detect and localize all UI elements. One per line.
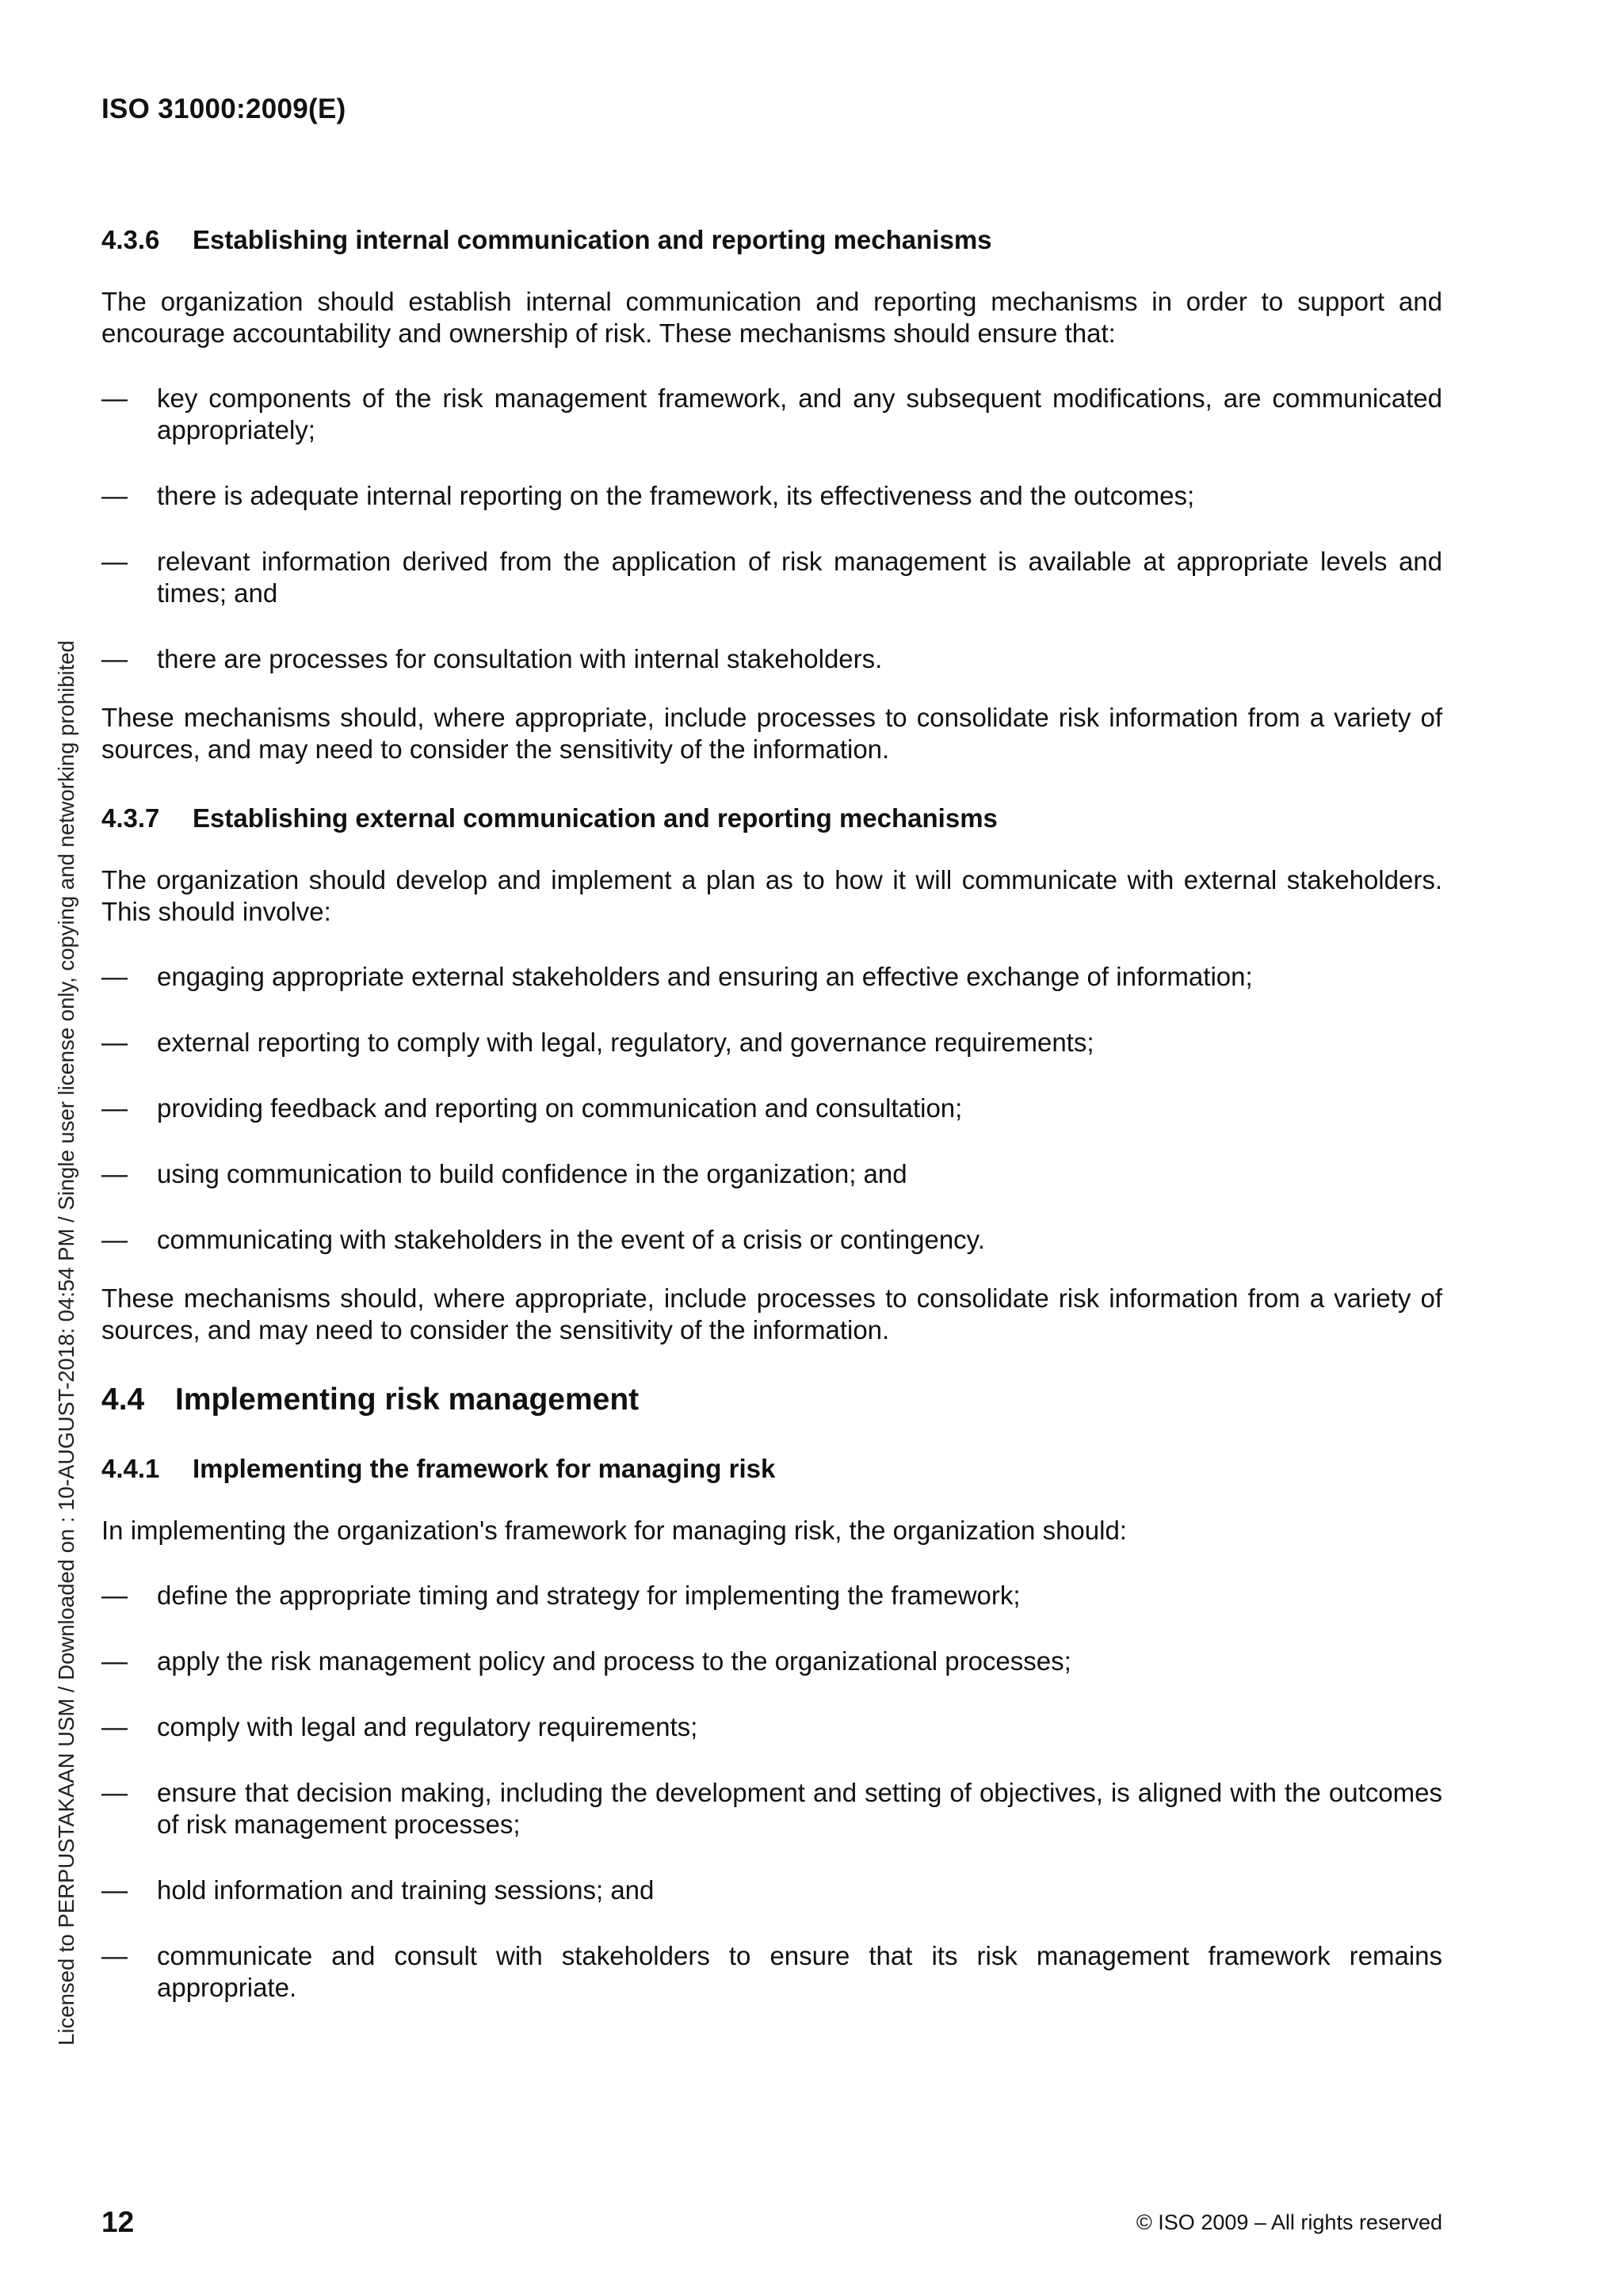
- heading-4-4-1: [101, 1452, 1442, 1486]
- document-body: [101, 223, 1442, 2038]
- copyright-notice: © ISO 2009 – All rights reserved: [1136, 2210, 1442, 2234]
- list-4-3-7: [101, 961, 1442, 1256]
- heading-number: 4.3.6: [101, 225, 160, 254]
- list-item: [101, 1711, 1442, 1743]
- heading-title: Establishing internal communication and reporting mechanisms: [193, 225, 992, 254]
- list-item-text: hold information and training sessions; and: [157, 1875, 655, 1905]
- heading-4-3-7: [101, 802, 1442, 835]
- list-item: [101, 961, 1442, 993]
- list-item: [101, 1027, 1442, 1058]
- dash-bullet: —: [101, 1159, 128, 1188]
- list-item-text: external reporting to comply with legal, regulatory, and governance requirements;: [157, 1028, 1094, 1057]
- list-item-text: comply with legal and regulatory requirements;: [157, 1712, 698, 1741]
- dash-bullet: —: [101, 1028, 128, 1057]
- list-item-text: there is adequate internal reporting on the framework, its effectiveness and the outcomes;: [157, 481, 1195, 510]
- page-header: ISO 31000:2009(E): [101, 93, 346, 124]
- list-4-3-6: [101, 383, 1442, 675]
- list-item: [101, 1580, 1442, 1611]
- list-item: [101, 480, 1442, 512]
- paragraph-4-3-7-closing: These mechanisms should, where appropriate, include processes to consolidate risk information from a variety of sources, and may need to consider the sensitivity of the information.: [101, 1283, 1442, 1344]
- heading-number: 4.3.7: [101, 803, 160, 833]
- list-item: [101, 1875, 1442, 1906]
- dash-bullet: —: [101, 1581, 128, 1610]
- list-item-text: there are processes for consultation with internal stakeholders.: [157, 644, 883, 673]
- dash-bullet: —: [101, 1225, 128, 1254]
- list-4-4-1: [101, 1580, 1442, 2004]
- list-item-text: key components of the risk management framework, and any subsequent modifications, are communicated appropriately;: [157, 383, 1442, 444]
- dash-bullet: —: [101, 1712, 128, 1741]
- list-item-text: providing feedback and reporting on communication and consultation;: [157, 1093, 963, 1123]
- list-item: [101, 1777, 1442, 1840]
- heading-4-3-6: [101, 223, 1442, 257]
- heading-number: 4.4: [101, 1383, 145, 1417]
- paragraph-4-3-6-intro: The organization should establish internal communication and reporting mechanisms in order to support and encourage accountability and ownership of risk. These mechanisms should ensure that:: [101, 287, 1442, 348]
- dash-bullet: —: [101, 1093, 128, 1123]
- dash-bullet: —: [101, 383, 128, 413]
- list-item-text: engaging appropriate external stakeholders and ensuring an effective exchange of information;: [157, 962, 1253, 991]
- license-watermark: Licensed to PERPUSTAKAAN USM / Downloaded on : 10-AUGUST-2018: 04:54 PM / Single user license only, copying and networking prohibited: [54, 640, 78, 2046]
- dash-bullet: —: [101, 962, 128, 991]
- paragraph-4-3-6-closing: These mechanisms should, where appropriate, include processes to consolidate risk information from a variety of sources, and may need to consider the sensitivity of the information.: [101, 703, 1442, 764]
- list-item-text: using communication to build confidence in the organization; and: [157, 1159, 907, 1188]
- list-item-text: ensure that decision making, including the development and setting of objectives, is aligned with the outcomes of risk management processes;: [157, 1778, 1442, 1839]
- paragraph-4-4-1-intro: In implementing the organization's framework for managing risk, the organization should:: [101, 1516, 1127, 1545]
- dash-bullet: —: [101, 547, 128, 576]
- dash-bullet: —: [101, 644, 128, 673]
- list-item-text: apply the risk management policy and process to the organizational processes;: [157, 1646, 1071, 1676]
- paragraph-4-3-7-intro: The organization should develop and implement a plan as to how it will communicate with external stakeholders. This should involve:: [101, 865, 1442, 926]
- list-item: [101, 1940, 1442, 2004]
- heading-title: Establishing external communication and reporting mechanisms: [193, 803, 998, 833]
- page-number: 12: [101, 2206, 135, 2238]
- list-item: [101, 1093, 1442, 1124]
- heading-4-4: [101, 1381, 1442, 1419]
- list-item-text: communicating with stakeholders in the event of a crisis or contingency.: [157, 1225, 985, 1254]
- dash-bullet: —: [101, 481, 128, 510]
- list-item: [101, 643, 1442, 675]
- dash-bullet: —: [101, 1778, 128, 1807]
- list-item: [101, 383, 1442, 446]
- heading-title: Implementing the framework for managing risk: [193, 1454, 776, 1483]
- list-item: [101, 546, 1442, 609]
- dash-bullet: —: [101, 1941, 128, 1970]
- list-item: [101, 1224, 1442, 1256]
- list-item-text: relevant information derived from the application of risk management is available at appropriate levels and times; and: [157, 547, 1442, 608]
- list-item: [101, 1158, 1442, 1190]
- list-item-text: communicate and consult with stakeholders to ensure that its risk management framework remains appropriate.: [157, 1941, 1442, 2002]
- dash-bullet: —: [101, 1875, 128, 1905]
- heading-number: 4.4.1: [101, 1454, 160, 1483]
- heading-title: Implementing risk management: [175, 1383, 640, 1417]
- list-item-text: define the appropriate timing and strategy for implementing the framework;: [157, 1581, 1021, 1610]
- dash-bullet: —: [101, 1646, 128, 1676]
- list-item: [101, 1646, 1442, 1677]
